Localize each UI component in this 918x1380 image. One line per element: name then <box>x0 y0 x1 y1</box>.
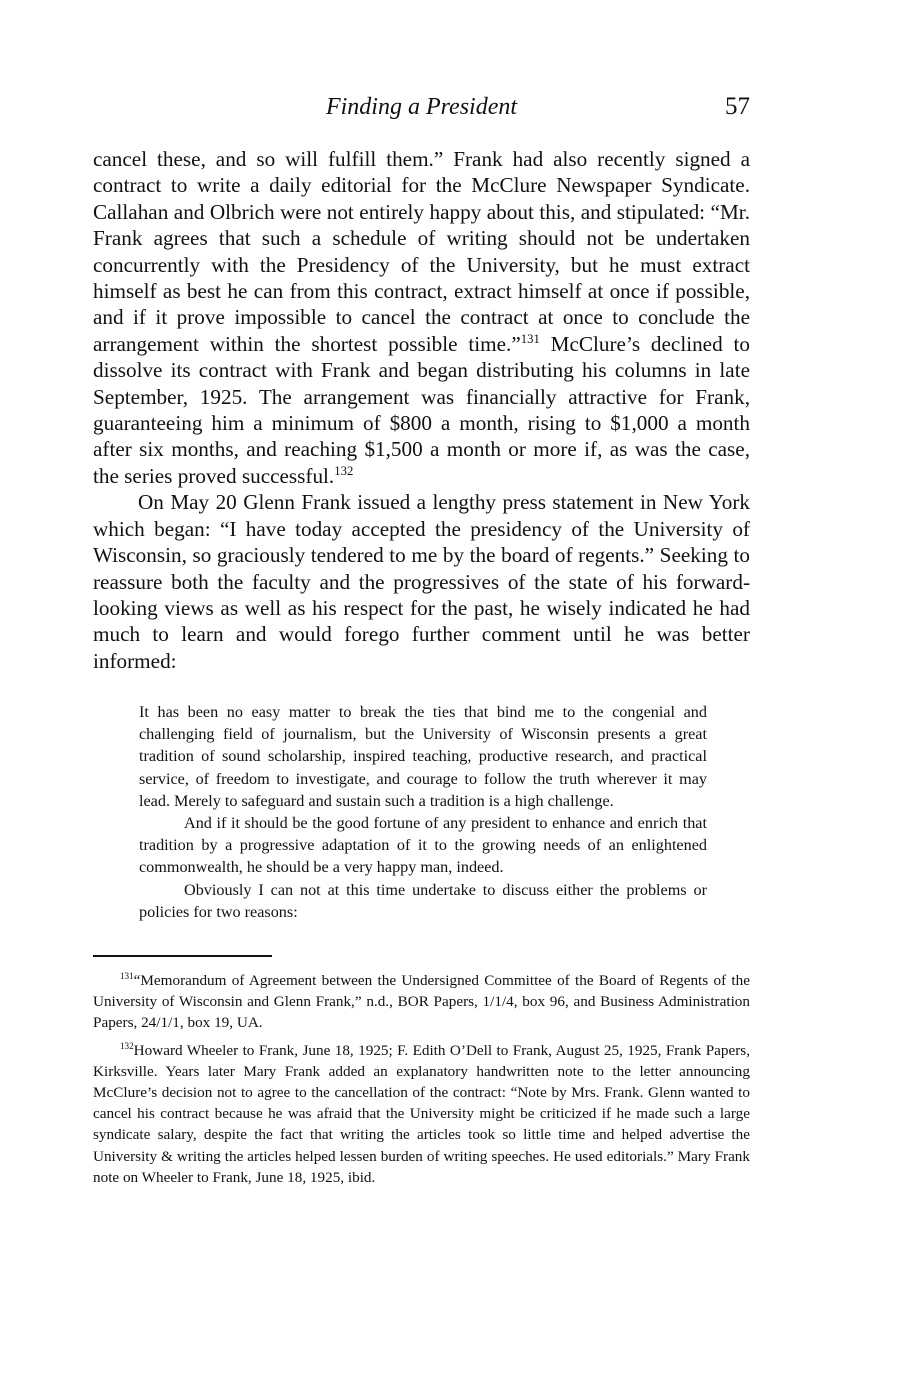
paragraph-text: McClure’s declined to dissolve its contract with Frank and began distributing his columns in late September, 1925. The arrangement was financially attractive for Frank, guaranteeing him a minimum of $800 a month, rising to $1,000 a month after six months, and reaching $1,500 a month or more if, as was the case, the series proved successful. <box>93 331 750 488</box>
footnote-132 <box>93 1040 750 1188</box>
footnote-text: Howard Wheeler to Frank, June 18, 1925; F. Edith O’Dell to Frank, August 25, 1925, Frank Papers, Kirksville. Years later Mary Frank added an explanatory handwritten note to the letter announcing McClure’s decision not to agree to the cancellation of the contract: “Note by Mrs. Frank. Glenn wanted to cancel his contract because he was afraid that the University might be criticized if he made such a large syndicate salary, despite the fact that writing the articles took so little time and helped advertise the University & writing the articles helped lessen burden of writing speeches. He used editorials.” Mary Frank note on Wheeler to Frank, June 18, 1925, ibid. <box>93 1041 750 1186</box>
footnotes <box>93 970 750 1194</box>
footnote-ref-131: 131 <box>520 331 540 346</box>
footnote-text: “Memorandum of Agreement between the Undersigned Committee of the Board of Regents of the University of Wisconsin and Glenn Frank,” n.d., BOR Papers, 1/1/4, box 96, and Business Administration Papers, 24/1/1, box 19, UA. <box>93 972 750 1032</box>
quote-paragraph: It has been no easy matter to break the ties that bind me to the congenial and challenging field of journalism, but the University of Wisconsin presents a great tradition of sound scholarship, inspired teaching, productive research, and practical service, of freedom to investigate, and courage to follow the truth wherever it may lead. Merely to safeguard and sustain such a tradition is a high challenge. <box>139 703 707 810</box>
page-number: 57 <box>725 93 750 120</box>
running-head <box>93 90 750 124</box>
running-title: Finding a President <box>325 94 518 120</box>
quote-paragraph: And if it should be the good fortune of any president to enhance and enrich that tradition by a progressive adaptation of it to the growing needs of an enlightened commonwealth, he should be a very happy man, indeed. <box>139 814 707 877</box>
footnote-131 <box>93 970 750 1034</box>
paragraph-text: cancel these, and so will fulfill them.” Frank had also recently signed a contract to write a daily editorial for the McClure Newspaper Syndicate. Callahan and Olbrich were not entirely happy about this, and stipulated: “Mr. Frank agrees that such a schedule of writing should not be undertaken concurrently with the Presidency of the University, but he must extract himself as best he can from this contract, extract himself at once if possible, and if it prove impossible to cancel the contract at once to conclude the arrangement within the shortest possible time.” <box>93 147 750 356</box>
quote-paragraph: Obviously I can not at this time undertake to discuss either the problems or policies for two reasons: <box>139 880 707 921</box>
paragraph-continued <box>93 146 750 489</box>
paragraph: On May 20 Glenn Frank issued a lengthy press statement in New York which began: “I have today accepted the presidency of the University of Wisconsin, so graciously tendered to me by the board of regents.” Seeking to reassure both the faculty and the progressives of the state of his forward-looking views as well as his respect for the past, he wisely indicated he had much to learn and would forego further comment until he was better informed: <box>93 490 750 673</box>
body-text <box>93 146 750 674</box>
footnote-divider <box>93 955 272 957</box>
footnote-ref-132: 132 <box>334 463 354 478</box>
footnote-number: 132 <box>120 1040 134 1051</box>
block-quote <box>139 701 707 923</box>
footnote-number: 131 <box>120 970 134 981</box>
